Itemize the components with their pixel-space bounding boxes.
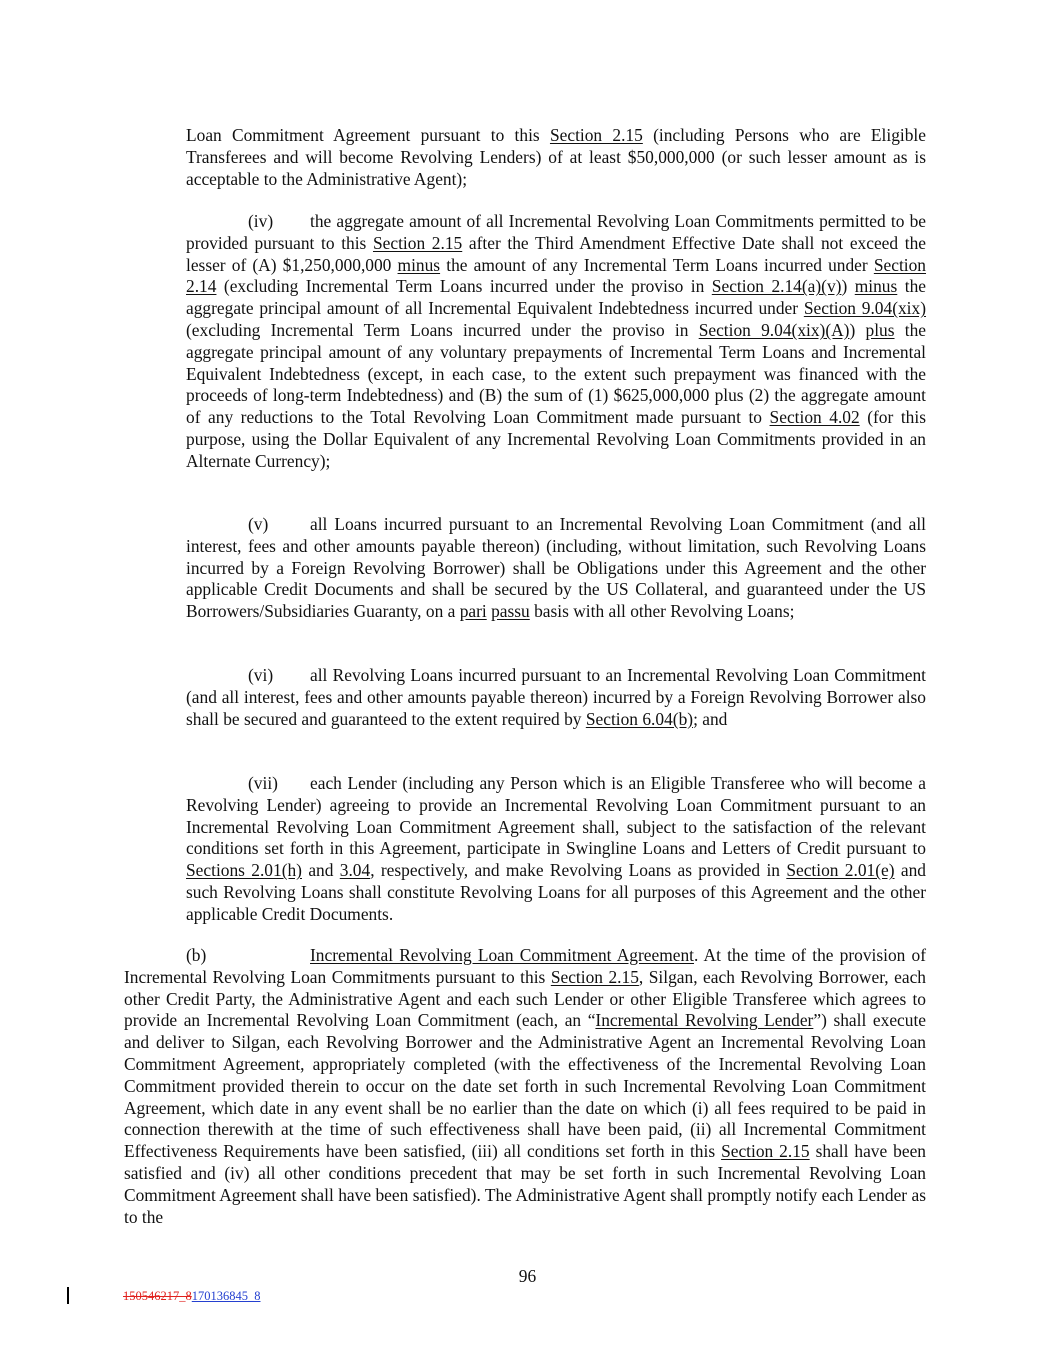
section-ref: Section 4.02	[769, 407, 860, 428]
page-number: 96	[518, 1266, 537, 1286]
section-ref: Section 2.14	[186, 254, 927, 297]
section-ref: Section 2.01(e)	[786, 860, 895, 881]
text: all Revolving Loans incurred pursuant to an Incremental Revolving Loan Commitment (and all interest, fees and other amounts payable thereon) incurred by a Foreign Revolving Borrower also shall be secured and guaranteed to the extent required by	[186, 665, 926, 729]
text: (excluding Incremental Term Loans incurred under the proviso in	[186, 319, 699, 340]
text: ; and	[693, 708, 728, 729]
text: Loan Commitment Agreement pursuant to this	[186, 125, 550, 145]
section-ref: Section 9.04(xix)	[803, 298, 926, 319]
text: the aggregate principal amount of any voluntary prepayments of Incremental Term Loans and Incremental Equivalent Indebtedness (except, in each case, to the extent such prepayment was financed with the proceeds of long-term Indebtedness) and (B) the sum of (1) $625,000,000 plus (2) the aggregate amount of any reductions to the Total Revolving Loan Commitment made pursuant to	[186, 319, 927, 428]
clause-label: (vi)	[248, 665, 274, 685]
inserted-doc-id: 170136845_8	[191, 1289, 261, 1303]
text: and	[301, 860, 340, 881]
change-bar	[67, 1287, 69, 1304]
text: (including Persons who are Eligible Transferees and will become Revolving Lenders) of at least $50,000,000 (or such lesser amount as is acceptable to the Administrative Agent);	[186, 125, 926, 189]
term-plus: plus	[865, 319, 895, 340]
text: the aggregate amount of all Incremental Revolving Loan Commitments permitted to be provided pursuant to this	[186, 211, 926, 253]
section-ref: Section 2.14(a)(v)	[711, 276, 842, 297]
document-id	[123, 1289, 261, 1304]
text: after the Third Amendment Effective Date shall not exceed the lesser of (A) $1,250,000,000	[186, 232, 926, 275]
defined-term: Incremental Revolving Lender	[595, 1010, 814, 1031]
text: ”) shall execute and deliver to Silgan, each Revolving Borrower and the Administrative Agent an Incremental Revolving Loan Commitment Agreement, appropriately completed (with the effectiveness of the Incremental Revolving Loan Commitment provided therein to occur on the date set forth in such Incremental Revolving Loan Commitment Agreement, which date in any event shall be no earlier than the date on which (i) all fees required to be paid in connection therewith at the time of such effectiveness shall have been paid, (ii) all Incremental Commitment Effectiveness Requirements have been satisfied, (iii) all conditions set forth in this	[124, 1010, 926, 1162]
text: and such Revolving Loans shall constitute Revolving Loans for all purposes of this Agreement and the other applicable Credit Documents.	[186, 860, 926, 924]
heading-incremental-agreement: Incremental Revolving Loan Commitment Agreement	[310, 945, 694, 965]
clause-label: (iv)	[248, 211, 274, 231]
paragraph-v	[186, 514, 926, 623]
paragraph-vii	[186, 773, 926, 926]
section-ref: 3.04	[339, 860, 371, 881]
term-minus: minus	[854, 276, 898, 297]
text: )	[849, 319, 866, 340]
text: , respectively, and make Revolving Loans as provided in	[370, 860, 787, 881]
text: each Lender (including any Person which is an Eligible Transferee who will become a Revolving Lender) agreeing to provide an Incremental Revolving Loan Commitment pursuant to an Incremental Revolving Loan Commitment Agreement shall, subject to the satisfaction of the relevant conditions set forth in this Agreement, participate in Swingline Loans and Letters of Credit pursuant to	[186, 773, 926, 859]
section-ref: Section 2.15	[550, 966, 639, 987]
section-ref: Section 2.15	[721, 1141, 810, 1162]
deleted-doc-id: 150546217_8	[123, 1289, 192, 1303]
clause-label: (b)	[186, 945, 207, 965]
paragraph-b	[124, 945, 926, 1228]
paragraph-continuation	[186, 125, 926, 190]
paragraph-vi	[186, 665, 926, 730]
term-pari: pari	[459, 601, 487, 622]
text: the aggregate principal amount of all Incremental Equivalent Indebtedness incurred under	[186, 276, 927, 319]
clause-label: (v)	[248, 514, 269, 534]
text: . At the time of the provision of Incremental Revolving Loan Commitments pursuant to this	[124, 945, 926, 987]
section-ref: Section 6.04(b)	[585, 708, 694, 729]
text: basis with all other Revolving Loans;	[529, 601, 795, 622]
section-ref: Section 2.15	[549, 125, 643, 145]
text: , Silgan, each Revolving Borrower, each other Credit Party, the Administrative Agent and each such Lender or other Eligible Transferee which agrees to provide an Incremental Revolving Loan Commitment (each, an “	[124, 966, 926, 1031]
term-minus: minus	[397, 254, 441, 275]
text: (excluding Incremental Term Loans incurred under the proviso in	[216, 276, 712, 297]
paragraph-iv	[186, 211, 926, 473]
section-ref: Section 9.04(xix)(A)	[698, 319, 850, 340]
clause-label: (vii)	[248, 773, 278, 793]
text: all Loans incurred pursuant to an Incremental Revolving Loan Commitment (and all interest, fees and other amounts payable thereon) (including, without limitation, such Revolving Loans incurred by a Foreign Revolving Borrower) shall be Obligations under this Agreement and the other applicable Credit Documents and shall be secured by the US Collateral, and guaranteed under the US Borrowers/Subsidiaries Guaranty, on a	[186, 514, 926, 622]
text: (for this purpose, using the Dollar Equivalent of any Incremental Revolving Loan Commitments provided in an Alternate Currency);	[186, 407, 926, 471]
text: the amount of any Incremental Term Loans incurred under	[440, 254, 874, 275]
term-passu: passu	[491, 601, 530, 622]
section-ref: Section 2.15	[372, 232, 463, 253]
section-ref: Sections 2.01(h)	[186, 860, 302, 881]
text: )	[841, 276, 855, 297]
text: shall have been satisfied and (iv) all other conditions precedent that may be set forth in such Incremental Revolving Loan Commitment Agreement shall have been satisfied). The Administrative Agent shall promptly notify each Lender as to the	[124, 1141, 926, 1227]
